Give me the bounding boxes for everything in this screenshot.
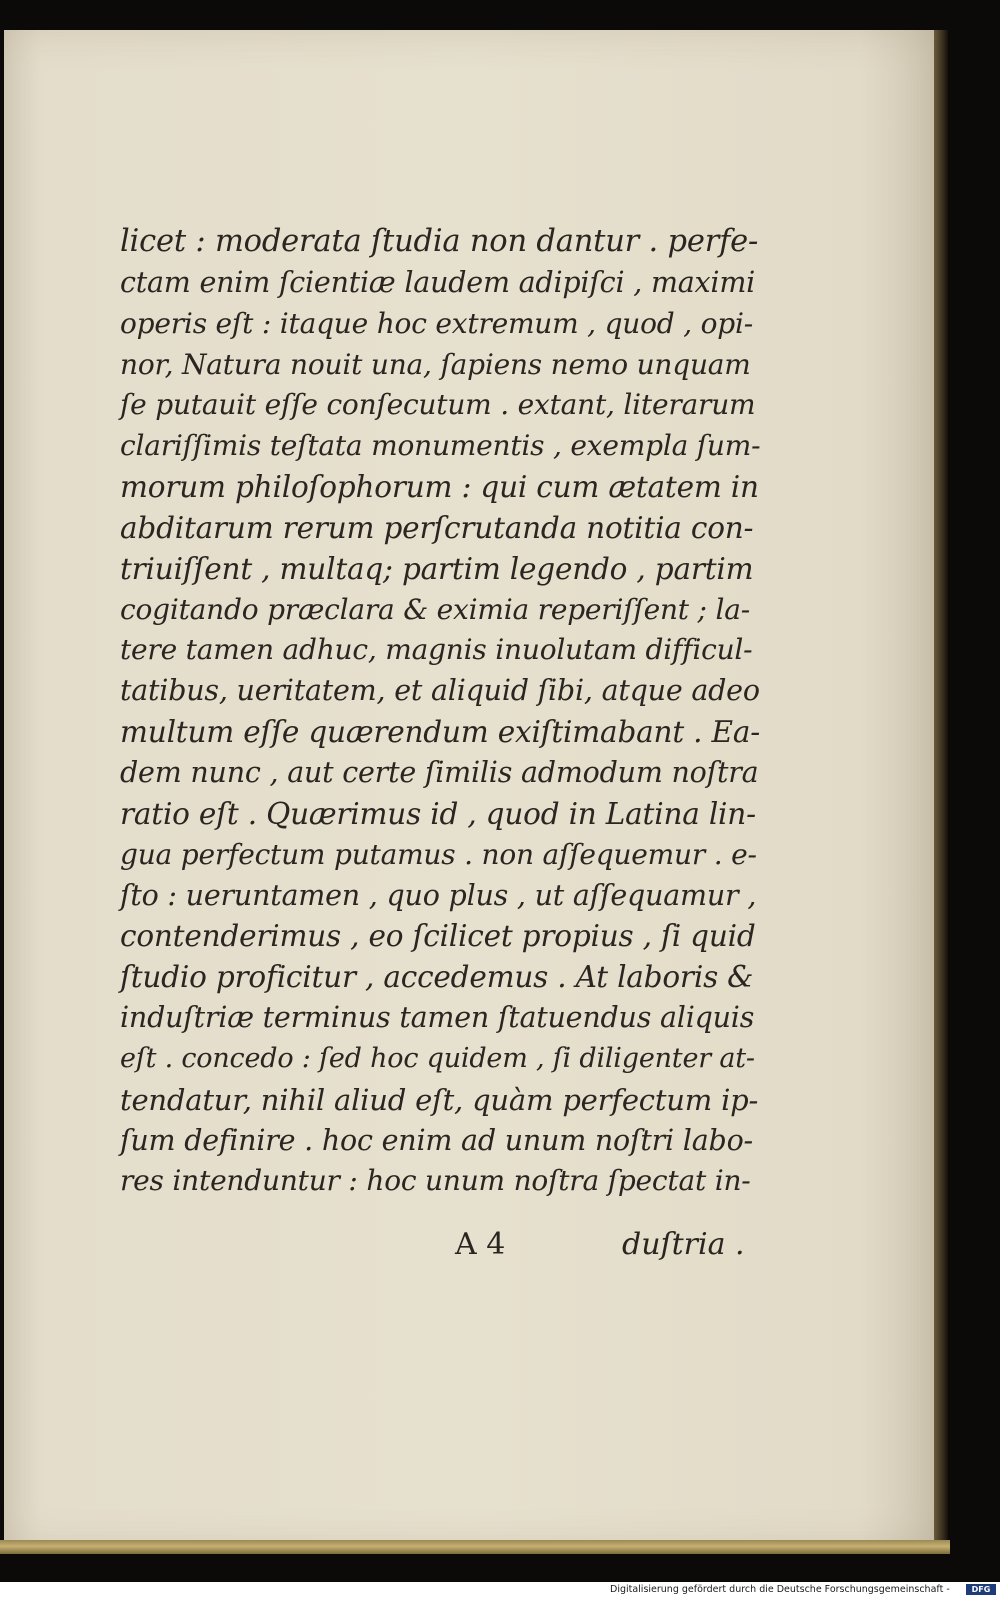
text-line: abditarum rerum perſcrutanda notitia con-	[120, 510, 754, 545]
text-line: ratio eſt . Quærimus id , quod in Latina lin-	[120, 796, 756, 831]
dfg-logo: DFG	[966, 1584, 996, 1595]
text-line: nor, Natura nouit una, ſapiens nemo unquam	[120, 347, 751, 381]
signature-mark: A 4	[455, 1227, 506, 1262]
text-line: triuiſſent , multaq; partim legendo , partim	[120, 551, 754, 586]
text-line: ſum definire . hoc enim ad unum noſtri labo-	[120, 1123, 753, 1157]
text-line: ctam enim ſcientiæ laudem adipiſci , maximi	[120, 265, 756, 299]
text-line: operis eſt : itaque hoc extremum , quod , opi-	[120, 306, 754, 340]
book-spine-edge	[934, 30, 948, 1548]
text-line: gua perfectum putamus . non aſſequemur . e-	[120, 837, 757, 871]
text-line: ſto : ueruntamen , quo plus , ut aſſequamur ,	[120, 878, 757, 912]
text-line: contenderimus , eo ſcilicet propius , ſi quid	[120, 919, 756, 954]
text-line: induſtriæ terminus tamen ſtatuendus aliquis	[120, 1001, 755, 1035]
text-line: licet : moderata ſtudia non dantur . perfe-	[120, 224, 759, 259]
text-line: eſt . concedo : ſed hoc quidem , ſi diligenter at-	[120, 1042, 755, 1074]
text-line: tere tamen adhuc, magnis inuolutam difficul-	[120, 633, 753, 667]
text-line: clariſſimis teſtata monumentis , exempla ſum-	[120, 429, 761, 463]
text-line: ſe putauit eſſe conſecutum . extant, literarum	[120, 388, 756, 422]
digitization-credit: Digitalisierung gefördert durch die Deutsche Forschungsgemeinschaft -	[610, 1584, 950, 1595]
text-line: tendatur, nihil aliud eſt, quàm perfectum ip-	[120, 1082, 759, 1117]
page-text-block	[120, 222, 760, 1202]
text-line: morum philoſophorum : qui cum ætatem in	[120, 470, 759, 505]
text-line: cogitando præclara & eximia reperiſſent ; la-	[120, 592, 750, 626]
page-bottom-edge	[0, 1540, 950, 1554]
text-line: multum eſſe quærendum exiſtimabant . Ea-	[120, 715, 760, 750]
text-line: tatibus, ueritatem, et aliquid ſibi, atque adeo	[120, 674, 760, 708]
signature-line	[455, 1225, 755, 1265]
text-line: ſtudio proficitur , accedemus . At laboris &	[120, 960, 754, 995]
text-line: dem nunc , aut certe ſimilis admodum noſtra	[120, 755, 759, 789]
catchword: duſtria .	[622, 1227, 745, 1262]
text-line: res intenduntur : hoc unum noſtra ſpectat in-	[120, 1164, 751, 1198]
